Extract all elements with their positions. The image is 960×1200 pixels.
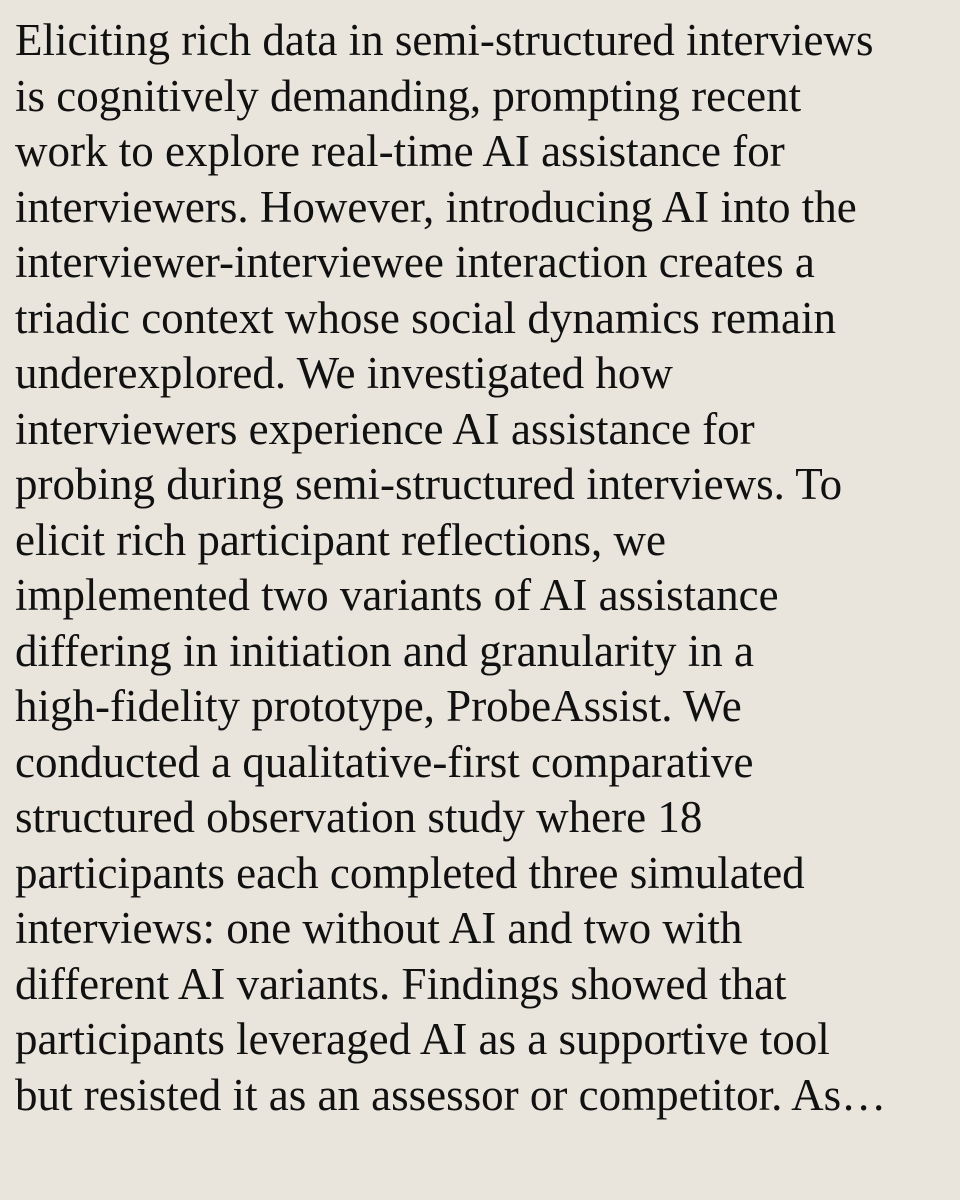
- abstract-line: underexplored. We investigated how: [15, 348, 673, 398]
- abstract-line: participants leveraged AI as a supportive tool: [15, 1014, 830, 1064]
- abstract-line: structured observation study where 18: [15, 792, 703, 842]
- abstract-line: but resisted it as an assessor or competitor. As…: [15, 1069, 887, 1120]
- abstract-line: probing during semi-structured interviews. To: [15, 459, 843, 509]
- abstract-line: differing in initiation and granularity in a: [15, 625, 754, 676]
- abstract-line: high-fidelity prototype, ProbeAssist. We: [15, 681, 742, 731]
- abstract-line: conducted a qualitative-first comparative: [15, 736, 754, 787]
- abstract-line: is cognitively demanding, prompting recent: [15, 70, 802, 121]
- abstract-line: interviewers. However, introducing AI into the: [15, 181, 857, 232]
- abstract-line: different AI variants. Findings showed that: [15, 958, 787, 1009]
- abstract-line: participants each completed three simulated: [15, 847, 805, 898]
- abstract-line: interviews: one without AI and two with: [15, 903, 743, 953]
- abstract-line: elicit rich participant reflections, we: [15, 514, 666, 565]
- abstract-line: Eliciting rich data in semi-structured interviews: [15, 15, 874, 65]
- abstract-line: interviewer-interviewee interaction creates a: [15, 237, 815, 287]
- abstract-line: interviewers experience AI assistance for: [15, 403, 755, 454]
- abstract-line: triadic context whose social dynamics remain: [15, 292, 836, 343]
- abstract-text: [15, 13, 948, 1123]
- abstract-line: work to explore real-time AI assistance for: [15, 126, 785, 176]
- abstract-line: implemented two variants of AI assistance: [15, 570, 779, 620]
